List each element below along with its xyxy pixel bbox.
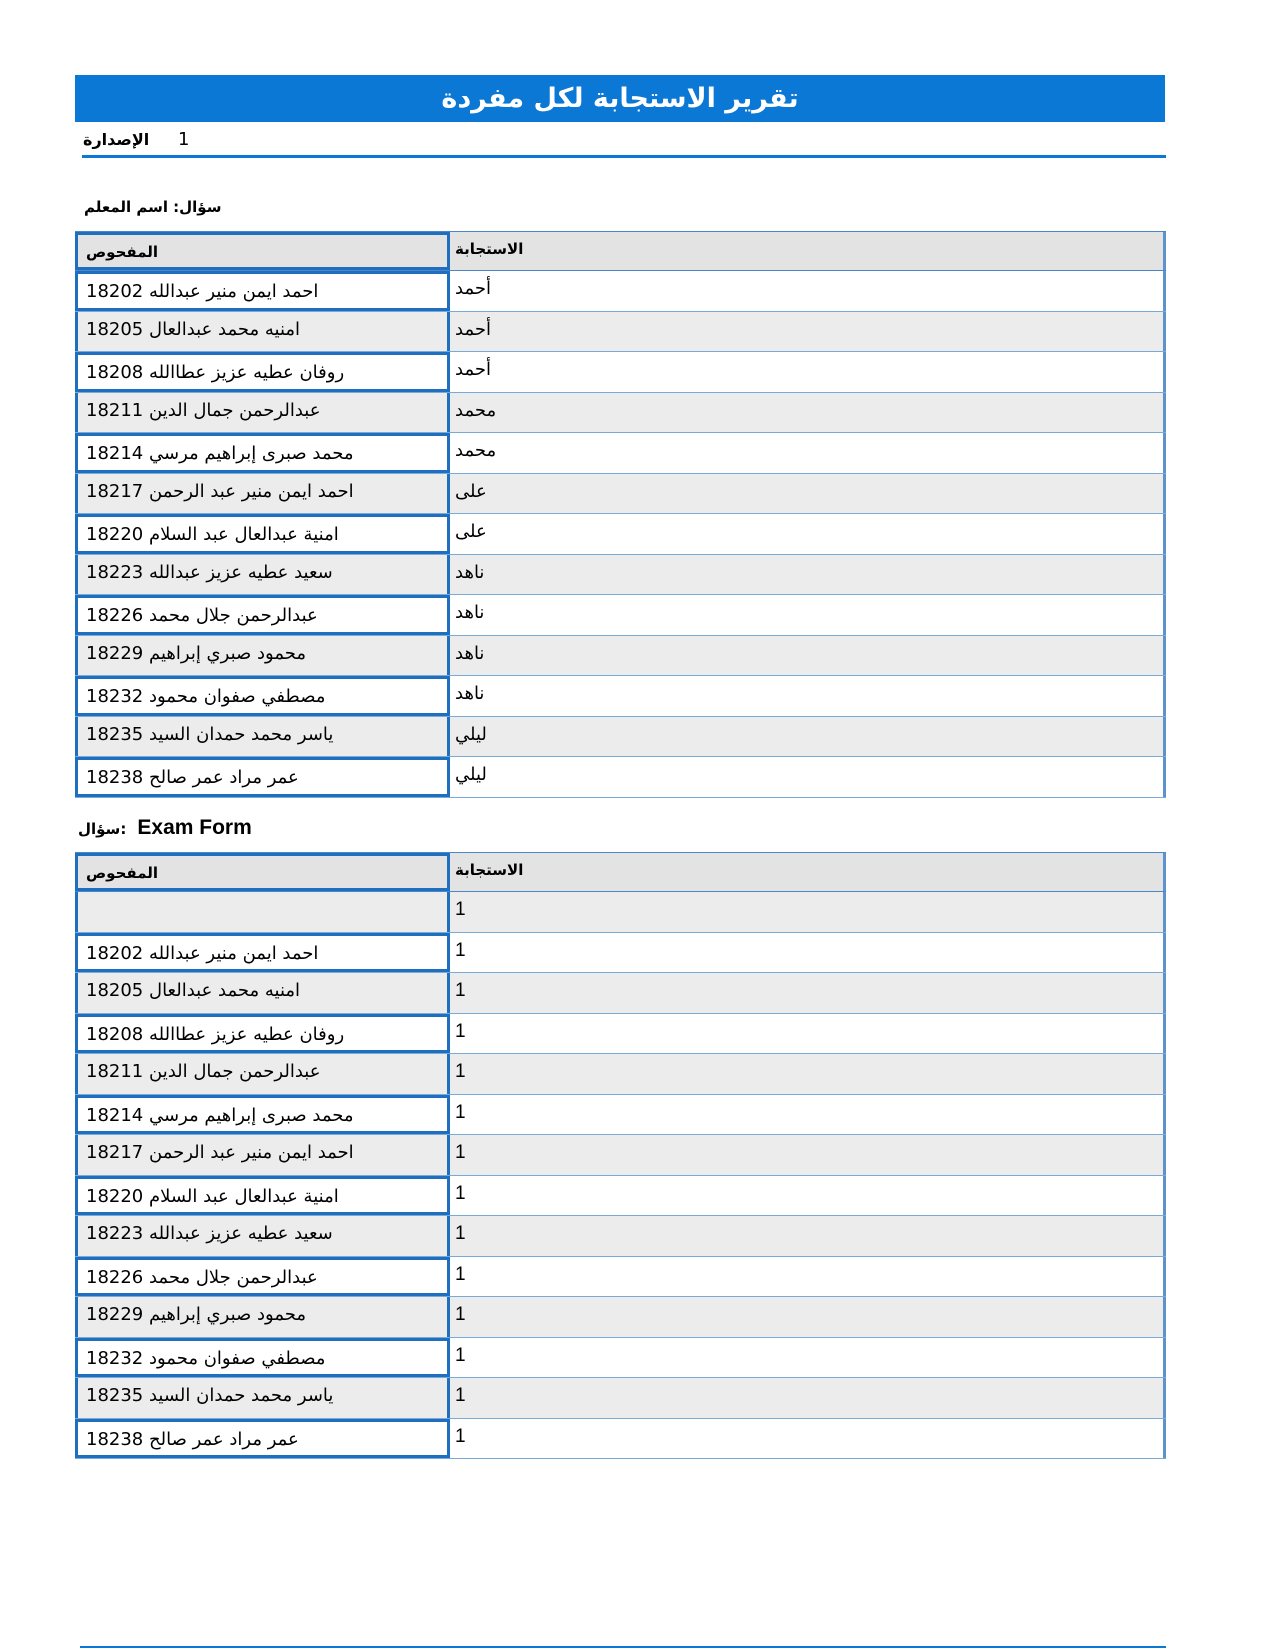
table-row (75, 595, 1166, 636)
response-cell (447, 1216, 1166, 1256)
examinee-cell (75, 1095, 447, 1135)
response-cell (447, 636, 1166, 676)
examinee-name: سعيد عطيه عزيز عبدالله 18223 (86, 1223, 333, 1244)
examinee-cell (75, 757, 447, 797)
response-cell (447, 676, 1166, 716)
header-response-label: الاستجابة (455, 240, 524, 258)
examinee-cell (75, 1216, 447, 1256)
table-row (75, 892, 1166, 933)
header-cell-response (447, 853, 1166, 891)
examinee-name: محمد صبرى إبراهيم مرسي 18214 (86, 443, 354, 464)
header-divider (82, 155, 1166, 158)
table-row (75, 555, 1166, 596)
response-cell (447, 393, 1166, 433)
response-value: على (455, 480, 487, 502)
response-cell (447, 555, 1166, 595)
header-cell-response (447, 232, 1166, 270)
examinee-cell (75, 271, 447, 311)
report-title: تقرير الاستجابة لكل مفردة (75, 75, 1165, 122)
examinee-name: عمر مراد عمر صالح 18238 (86, 767, 299, 788)
response-value: ناهد (455, 561, 485, 583)
response-value: 1 (455, 899, 466, 920)
response-value: ليلي (455, 764, 487, 785)
header-cell-examinee (75, 232, 447, 270)
response-value: ناهد (455, 683, 485, 704)
table-row (75, 1378, 1166, 1419)
examinee-cell (75, 1297, 447, 1337)
version-value: 1 (178, 129, 190, 150)
response-cell (447, 514, 1166, 554)
examinee-cell (75, 676, 447, 716)
examinee-name: عبدالرحمن جمال الدين 18211 (86, 1061, 321, 1082)
version-label: الإصدارة (83, 130, 150, 149)
examinee-name: احمد ايمن منير عبدالله 18202 (86, 281, 319, 302)
response-value: ليلي (455, 723, 487, 745)
response-cell (447, 433, 1166, 473)
response-cell (447, 312, 1166, 352)
examinee-cell (75, 1135, 447, 1175)
response-value: 1 (455, 1142, 466, 1163)
examinee-cell (75, 312, 447, 352)
response-cell (447, 1297, 1166, 1337)
response-cell (447, 1014, 1166, 1054)
response-cell (447, 1338, 1166, 1378)
table-row (75, 352, 1166, 393)
examinee-name: عبدالرحمن جلال محمد 18226 (86, 605, 318, 626)
examinee-name: روفان عطيه عزيز عطاالله 18208 (86, 362, 345, 383)
response-table-1 (75, 231, 1166, 798)
table-row (75, 973, 1166, 1014)
question-value: اسم المعلم (84, 198, 169, 216)
response-cell (447, 1176, 1166, 1216)
table-row (75, 636, 1166, 677)
examinee-cell (75, 1378, 447, 1418)
examinee-name: احمد ايمن منير عبد الرحمن 18217 (86, 480, 354, 502)
examinee-cell (75, 1257, 447, 1297)
examinee-name: سعيد عطيه عزيز عبدالله 18223 (86, 561, 333, 583)
table-row (75, 1176, 1166, 1217)
response-value: ناهد (455, 602, 485, 623)
question-label: سؤال: (78, 820, 127, 838)
examinee-name: محمد صبرى إبراهيم مرسي 18214 (86, 1104, 354, 1126)
response-cell (447, 595, 1166, 635)
response-value: 1 (455, 1304, 466, 1325)
response-value: محمد (455, 399, 497, 421)
examinee-name: ياسر محمد حمدان السيد 18235 (86, 1385, 334, 1406)
response-value: 1 (455, 1061, 466, 1082)
question-value: Exam Form (137, 816, 252, 839)
examinee-cell (75, 1054, 447, 1094)
examinee-name: امنية عبدالعال عبد السلام 18220 (86, 1185, 339, 1207)
response-value: أحمد (455, 318, 491, 340)
response-table-2 (75, 852, 1166, 1459)
table-row (75, 1014, 1166, 1055)
examinee-cell (75, 1338, 447, 1378)
examinee-cell (75, 595, 447, 635)
header-examinee-label: المفحوص (86, 864, 159, 882)
table-row (75, 1338, 1166, 1379)
table-row (75, 1419, 1166, 1460)
table-row (75, 1216, 1166, 1257)
examinee-name: امنية عبدالعال عبد السلام 18220 (86, 524, 339, 545)
examinee-cell (75, 1176, 447, 1216)
table-row (75, 933, 1166, 974)
question-1 (78, 194, 221, 220)
table-row (75, 312, 1166, 353)
response-value: 1 (455, 939, 466, 961)
table-row (75, 1054, 1166, 1095)
examinee-cell (75, 1419, 447, 1459)
response-value: 1 (455, 1182, 466, 1204)
response-cell (447, 1419, 1166, 1459)
response-value: 1 (455, 1425, 466, 1447)
table-row (75, 433, 1166, 474)
response-value: على (455, 521, 487, 542)
response-cell (447, 892, 1166, 932)
table-row (75, 676, 1166, 717)
response-value: 1 (455, 1101, 466, 1123)
response-cell (447, 271, 1166, 311)
table-row (75, 757, 1166, 798)
response-value: 1 (455, 1223, 466, 1244)
examinee-name: امنيه محمد عبدالعال 18205 (86, 980, 301, 1001)
table-row (75, 1257, 1166, 1298)
examinee-cell (75, 636, 447, 676)
response-cell (447, 757, 1166, 797)
table-row (75, 271, 1166, 312)
examinee-name: محمود صبري إبراهيم 18229 (86, 1304, 306, 1325)
examinee-name: احمد ايمن منير عبد الرحمن 18217 (86, 1142, 354, 1163)
response-value: 1 (455, 980, 466, 1001)
table-header (75, 231, 1166, 271)
examinee-name: مصطفي صفوان محمود 18232 (86, 1347, 326, 1369)
examinee-name: محمود صبري إبراهيم 18229 (86, 642, 306, 664)
examinee-name: عبدالرحمن جمال الدين 18211 (86, 399, 321, 421)
response-cell (447, 1135, 1166, 1175)
table-row (75, 1297, 1166, 1338)
examinee-cell (75, 933, 447, 973)
examinee-cell (75, 352, 447, 392)
footer-divider (80, 1646, 1166, 1648)
examinee-cell (75, 514, 447, 554)
response-value: 1 (455, 1020, 466, 1042)
response-value: 1 (455, 1263, 466, 1285)
table-row (75, 1135, 1166, 1176)
table-row (75, 474, 1166, 515)
response-cell (447, 1378, 1166, 1418)
header-cell-examinee (75, 853, 447, 891)
response-cell (447, 933, 1166, 973)
table-row (75, 717, 1166, 758)
response-cell (447, 973, 1166, 1013)
examinee-cell (75, 1014, 447, 1054)
response-value: 1 (455, 1344, 466, 1366)
examinee-cell (75, 474, 447, 514)
question-2 (78, 815, 252, 841)
response-cell (447, 352, 1166, 392)
header-response-label: الاستجابة (455, 861, 524, 879)
response-value: 1 (455, 1385, 466, 1406)
response-value: أحمد (455, 278, 491, 299)
response-cell (447, 1095, 1166, 1135)
examinee-cell (75, 973, 447, 1013)
examinee-name: عبدالرحمن جلال محمد 18226 (86, 1266, 318, 1288)
table-row (75, 393, 1166, 434)
response-value: ناهد (455, 642, 485, 664)
response-value: أحمد (455, 359, 491, 380)
table-row (75, 1095, 1166, 1136)
response-cell (447, 474, 1166, 514)
response-cell (447, 1054, 1166, 1094)
examinee-cell (75, 433, 447, 473)
examinee-cell (75, 717, 447, 757)
response-cell (447, 717, 1166, 757)
examinee-name: احمد ايمن منير عبدالله 18202 (86, 942, 319, 964)
examinee-name: عمر مراد عمر صالح 18238 (86, 1428, 299, 1450)
examinee-name: امنيه محمد عبدالعال 18205 (86, 318, 301, 340)
examinee-name: مصطفي صفوان محمود 18232 (86, 686, 326, 707)
response-cell (447, 1257, 1166, 1297)
examinee-cell (75, 555, 447, 595)
examinee-cell (75, 393, 447, 433)
examinee-name: ياسر محمد حمدان السيد 18235 (86, 723, 334, 745)
table-row (75, 514, 1166, 555)
question-label: سؤال: (173, 198, 222, 216)
response-value: محمد (455, 440, 497, 461)
examinee-name: روفان عطيه عزيز عطاالله 18208 (86, 1023, 345, 1045)
header-examinee-label: المفحوص (86, 243, 159, 261)
examinee-cell (75, 892, 447, 932)
table-header (75, 852, 1166, 892)
